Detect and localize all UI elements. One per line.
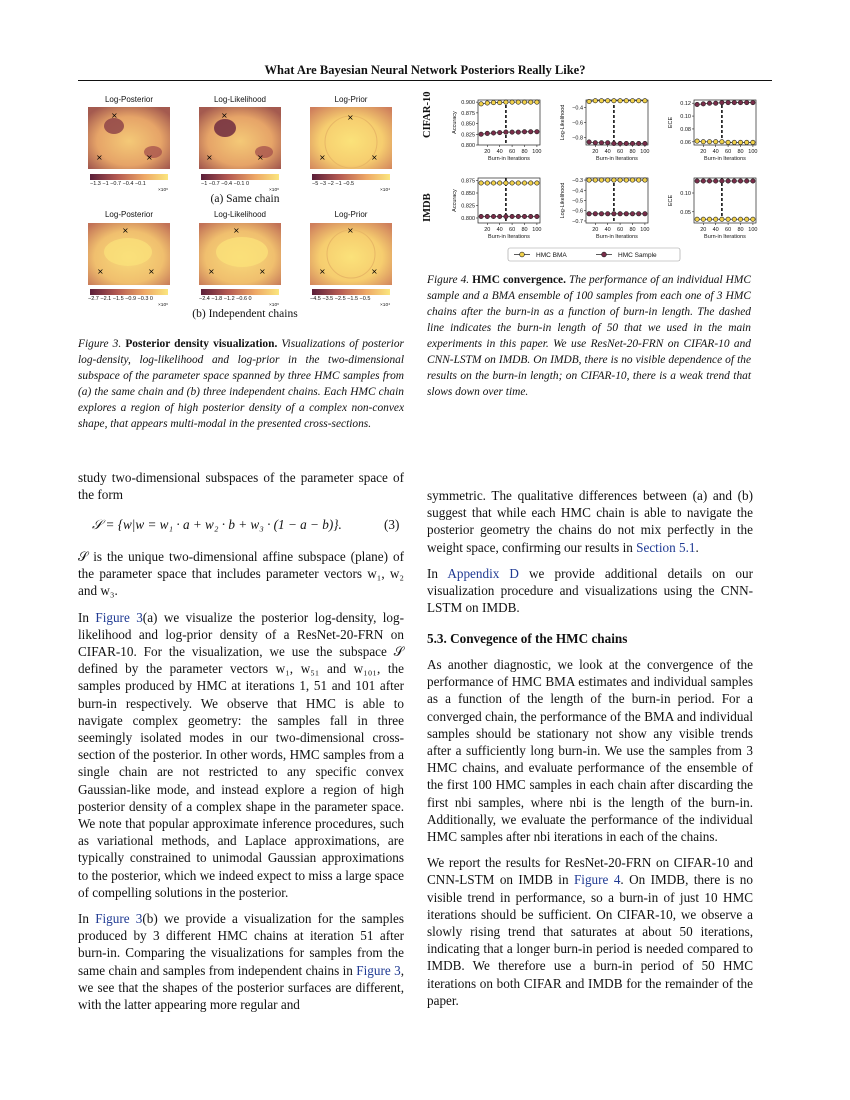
- data-point: [504, 214, 508, 218]
- data-point: [714, 101, 718, 105]
- colorbar: [312, 174, 390, 180]
- x-tick-label: 60: [725, 149, 732, 155]
- y-axis-label: Accuracy: [452, 111, 458, 134]
- data-point: [535, 100, 539, 104]
- colorbar: [90, 174, 168, 180]
- colorbar: [90, 289, 168, 295]
- heatmap-title: Log-Prior: [334, 210, 368, 219]
- data-point: [491, 131, 495, 135]
- x-tick-label: 80: [521, 149, 528, 155]
- section-5-3-title: 5.3. Convegence of the HMC chains: [427, 631, 628, 646]
- data-point: [637, 141, 641, 145]
- para-text: symmetric. The qualitative differences between (a) and (b) suggest that while each HMC chain is able to navigate the posterior geometry the chains do not mix perfectly in the weight space, confirming our results in: [427, 488, 753, 555]
- data-point: [479, 102, 483, 106]
- x-tick-label: 40: [712, 149, 719, 155]
- data-point: [498, 214, 502, 218]
- x-tick-label: 40: [496, 227, 503, 233]
- data-point: [714, 140, 718, 144]
- y-tick-label: −0.4: [572, 188, 583, 195]
- data-point: [498, 130, 502, 134]
- sample-marker: ×: [148, 267, 155, 276]
- x-tick-label: 80: [737, 149, 744, 155]
- x-tick-label: 20: [700, 149, 707, 155]
- y-tick-label: −0.4: [572, 105, 583, 112]
- heatmap-title: Log-Posterior: [104, 210, 154, 219]
- legend-marker: [520, 252, 525, 257]
- y-tick-label: 0.875: [461, 110, 475, 117]
- figure-3-link[interactable]: Figure 3: [356, 962, 401, 978]
- data-point: [738, 217, 742, 221]
- data-point: [599, 178, 603, 182]
- colorbar-exponent: ×10⁶: [269, 188, 280, 193]
- data-point: [738, 179, 742, 183]
- data-point: [707, 140, 711, 144]
- colorbar-exponent: ×10⁶: [158, 303, 169, 308]
- data-point: [637, 178, 641, 182]
- equation-3: 𝒮 = {w|w = w₁ · a + w₂ · b + w₃ · (1 − a − b)}.: [92, 517, 342, 532]
- data-point: [479, 214, 483, 218]
- x-tick-label: 100: [640, 227, 650, 233]
- colorbar-ticks: −2.7 −2.1 −1.5 −0.9 −0.3 0: [88, 296, 153, 302]
- data-point: [522, 100, 526, 104]
- y-axis-label: Log-Likelihood: [560, 182, 566, 219]
- left-para-4: In Figure 3(b) we provide a visualization for the samples produced by 3 different HMC chains at iteration 51 after burn-in. Comparing the visualizations for samples from the same chain and samples from independent chains in Figure 3, we see that the shapes of the posterior surfaces are different, with the latter appearing more regular and: [78, 911, 405, 1013]
- data-point: [726, 100, 730, 104]
- left-para-1: study two-dimensional subspaces of the parameter space of the form: [78, 470, 404, 503]
- heatmap-title: Log-Posterior: [104, 95, 154, 104]
- data-point: [593, 141, 597, 145]
- sample-marker: ×: [97, 267, 104, 276]
- data-point: [624, 212, 628, 216]
- data-point: [738, 100, 742, 104]
- data-point: [504, 181, 508, 185]
- data-point: [529, 130, 533, 134]
- sample-marker: ×: [146, 153, 153, 162]
- y-tick-label: −0.6: [572, 120, 583, 127]
- data-point: [701, 179, 705, 183]
- data-point: [630, 141, 634, 145]
- x-tick-label: 60: [725, 227, 732, 233]
- left-para-3: In Figure 3(a) we visualize the posterior log-density, log-likelihood and log-prior density of a ResNet-20-FRN on CIFAR-10. For the visualization, we use the subspace 𝒮 defined by the parameter vectors w₁, w₅₁ and w₁₀₁, the samples produced by HMC at iterations 1, 51 and 101 after burn-in respectively. We observe that HMC is able to navigate complex geometry: the samples fall in three seemingly isolated modes in our two-dimensional cross-section of the posterior. In other words, HMC samples from a single chain are not restricted to any specific convex Gaussian-like mode, and instead explore a region of high posterior density of a complex shape in the parameter space. We note that popular approximate inference procedures, such as variational methods, and Laplace approximations, are typically constrained to unimodal Gaussian approximations to the posterior, which we indeed expect to miss a large space of compelling solutions in the posterior.: [78, 609, 404, 900]
- data-point: [707, 217, 711, 221]
- right-para-4: [427, 854, 753, 1009]
- sample-marker: ×: [257, 153, 264, 162]
- data-point: [643, 99, 647, 103]
- data-point: [479, 181, 483, 185]
- data-point: [714, 179, 718, 183]
- data-point: [504, 130, 508, 134]
- caption-text: The performance of an individual HMC sample and a BMA ensemble of 100 samples from each one of 3 HMC chains after the burn-in as a function of burn-in length. The dashed line indicates the burn-in length of 50 that we used in the main experiments in this paper. We use ResNet-20-FRN on CIFAR-10 and CNN-LSTM on IMDB. On IMDB, there is no visible dependence of the results on the burn-in length; on CIFAR-10, there is a weak trend that slows down over time.: [427, 274, 751, 398]
- data-point: [751, 100, 755, 104]
- sample-marker: ×: [111, 111, 118, 120]
- plot-frame: [694, 100, 756, 145]
- x-tick-label: 100: [748, 149, 758, 155]
- equation-number: (3): [384, 517, 400, 532]
- data-point: [522, 130, 526, 134]
- data-point: [593, 99, 597, 103]
- mode-blob: [216, 237, 268, 267]
- right-para-1: [427, 487, 753, 556]
- data-point: [630, 99, 634, 103]
- y-tick-label: 0.850: [461, 121, 475, 128]
- right-column-body-2: [427, 656, 753, 1018]
- data-point: [593, 212, 597, 216]
- data-point: [732, 217, 736, 221]
- x-tick-label: 20: [592, 227, 599, 233]
- data-point: [529, 181, 533, 185]
- x-tick-label: 60: [617, 227, 624, 233]
- data-point: [535, 214, 539, 218]
- sample-marker: ×: [259, 267, 266, 276]
- data-point: [504, 100, 508, 104]
- colorbar-exponent: ×10⁴: [380, 303, 391, 308]
- data-point: [630, 212, 634, 216]
- heatmap-title: Log-Prior: [334, 95, 368, 104]
- y-axis-label: ECE: [668, 194, 674, 207]
- para-text: .: [695, 539, 699, 555]
- plot-frame: [478, 100, 540, 145]
- data-point: [516, 181, 520, 185]
- right-para-3: As another diagnostic, we look at the convergence of the performance of HMC BMA estimates and individual samples as a function of the length of the burn-in period. For a converged chain, the performance of the BMA and individual samples should be stationary not show any visible trends after a sufficiently long burn-in. We use the samples from 3 HMC chains, and evaluate performance of the ensemble of the first 100 HMC samples in each chain after discarding the first nbi samples, where nbi is the length of the burn-in. Additionally, we evaluate the performance of the individual HMC samples after nbi iterations in each of the chains.: [427, 657, 753, 845]
- colorbar-exponent: ×10⁴: [380, 188, 391, 193]
- x-tick-label: 40: [712, 227, 719, 233]
- figure-3-caption: [78, 336, 404, 432]
- data-point: [751, 217, 755, 221]
- x-tick-label: 80: [737, 227, 744, 233]
- figure-3-link[interactable]: Figure 3: [95, 609, 143, 625]
- data-point: [606, 99, 610, 103]
- x-tick-label: 40: [604, 149, 611, 155]
- data-point: [599, 141, 603, 145]
- data-point: [599, 99, 603, 103]
- data-point: [720, 140, 724, 144]
- legend-label: HMC BMA: [536, 252, 567, 259]
- data-point: [643, 178, 647, 182]
- x-tick-label: 20: [592, 149, 599, 155]
- right-para-2: [427, 565, 753, 617]
- y-tick-label: −0.6: [572, 208, 583, 215]
- data-point: [637, 99, 641, 103]
- data-point: [516, 130, 520, 134]
- x-tick-label: 20: [484, 227, 491, 233]
- data-point: [479, 132, 483, 136]
- data-point: [587, 178, 591, 182]
- data-point: [485, 131, 489, 135]
- data-point: [485, 181, 489, 185]
- colorbar-ticks: −4.5 −3.5 −2.5 −1.5 −0.5: [310, 296, 371, 302]
- sample-marker: ×: [206, 153, 213, 162]
- para-text: (b) we provide a visualization for the samples produced by 3 different HMC chains at iteration 51 after burn-in. Comparing the visualizations for samples from the same chain and samples from independent chains in: [78, 911, 404, 978]
- data-point: [618, 178, 622, 182]
- data-point: [720, 179, 724, 183]
- figure-4-link[interactable]: Figure 4: [573, 872, 621, 888]
- x-axis-label: Burn-in Iterations: [596, 234, 638, 240]
- colorbar-ticks: −5 −3 −2 −1 −0.5: [312, 181, 355, 187]
- x-axis-label: Burn-in Iterations: [488, 234, 530, 240]
- data-point: [732, 140, 736, 144]
- colorbar-ticks: −1 −0.7 −0.4 −0.1 0: [201, 181, 250, 187]
- y-axis-label: ECE: [668, 116, 674, 129]
- colorbar: [312, 289, 390, 295]
- data-point: [510, 100, 514, 104]
- data-point: [485, 101, 489, 105]
- sample-marker: ×: [371, 267, 378, 276]
- y-tick-label: 0.825: [461, 203, 475, 210]
- x-tick-label: 60: [509, 227, 516, 233]
- data-point: [695, 102, 699, 106]
- colorbar-exponent: ×10⁶: [269, 303, 280, 308]
- data-point: [745, 100, 749, 104]
- subcaption-a: (a) Same chain: [210, 193, 280, 205]
- y-tick-label: 0.06: [680, 139, 691, 146]
- sample-marker: ×: [233, 226, 240, 235]
- data-point: [714, 217, 718, 221]
- y-tick-label: 0.08: [680, 126, 691, 133]
- data-point: [510, 130, 514, 134]
- x-tick-label: 100: [748, 227, 758, 233]
- colorbar-exponent: ×10⁶: [158, 188, 169, 193]
- data-point: [707, 179, 711, 183]
- data-point: [529, 214, 533, 218]
- x-axis-label: Burn-in Iterations: [704, 234, 746, 240]
- section-5-1-link[interactable]: Section 5.1: [636, 539, 696, 555]
- para-text: In: [427, 565, 448, 581]
- sample-marker: ×: [122, 226, 129, 235]
- data-point: [745, 179, 749, 183]
- data-point: [491, 100, 495, 104]
- data-point: [612, 178, 616, 182]
- sample-marker: ×: [221, 111, 228, 120]
- heatmap-title: Log-Likelihood: [213, 210, 267, 219]
- data-point: [516, 214, 520, 218]
- data-point: [612, 212, 616, 216]
- sample-marker: ×: [347, 113, 354, 122]
- para-text: We report the results for ResNet-20-FRN on CIFAR-10 and CNN-LSTM on IMDB in: [427, 855, 753, 888]
- data-point: [618, 141, 622, 145]
- data-point: [612, 141, 616, 145]
- y-tick-label: 0.900: [461, 100, 475, 107]
- y-tick-label: 0.800: [461, 143, 475, 149]
- caption-text: Visualizations of posterior log-density, log-likelihood and log-prior in the two-dimensional subspace of the parameter space spanned by three HMC samples from (a) the same chain and (b) three independent chains. Each HMC chain explores a region of high posterior density of a complex non-convex shape, that appears multi-modal in the presented cross-sections.: [78, 338, 404, 430]
- para-text: , we see that the shapes of the posterior surfaces are different, with the latter appearing more regular and: [78, 962, 405, 1013]
- y-tick-label: −0.7: [572, 218, 583, 225]
- plot-frame: [694, 178, 756, 223]
- subcaption-b: (b) Independent chains: [192, 308, 298, 320]
- data-point: [745, 140, 749, 144]
- data-point: [624, 99, 628, 103]
- data-point: [587, 99, 591, 103]
- x-tick-label: 80: [629, 227, 636, 233]
- y-tick-label: −0.3: [572, 178, 583, 185]
- data-point: [510, 214, 514, 218]
- x-tick-label: 40: [496, 149, 503, 155]
- figure-4-plots: [420, 92, 772, 264]
- plot-frame: [586, 100, 648, 145]
- y-tick-label: 0.05: [680, 209, 691, 216]
- data-point: [624, 178, 628, 182]
- data-point: [720, 100, 724, 104]
- data-point: [732, 100, 736, 104]
- data-point: [726, 179, 730, 183]
- x-tick-label: 100: [532, 227, 542, 233]
- data-point: [510, 181, 514, 185]
- x-axis-label: Burn-in Iterations: [596, 156, 638, 162]
- data-point: [720, 217, 724, 221]
- data-point: [522, 214, 526, 218]
- y-tick-label: 0.825: [461, 132, 475, 139]
- colorbar: [201, 174, 279, 180]
- mode-blob: [214, 119, 236, 137]
- heatmap-title: Log-Likelihood: [213, 95, 267, 104]
- running-header: What Are Bayesian Neural Network Posteriors Really Like?: [264, 63, 586, 77]
- data-point: [738, 140, 742, 144]
- y-tick-label: 0.10: [680, 114, 691, 121]
- x-tick-label: 60: [509, 149, 516, 155]
- data-point: [535, 130, 539, 134]
- data-point: [606, 178, 610, 182]
- figure-3: [78, 92, 412, 332]
- figure-4: [420, 92, 772, 264]
- legend-marker: [602, 252, 607, 257]
- data-point: [707, 101, 711, 105]
- data-point: [498, 181, 502, 185]
- sample-marker: ×: [96, 153, 103, 162]
- data-point: [516, 100, 520, 104]
- x-tick-label: 80: [521, 227, 528, 233]
- data-point: [491, 214, 495, 218]
- x-tick-label: 100: [640, 149, 650, 155]
- x-tick-label: 40: [604, 227, 611, 233]
- figure-4-caption: [427, 272, 751, 400]
- colorbar-ticks: −1.3 −1 −0.7 −0.4 −0.1: [90, 181, 146, 187]
- data-point: [751, 140, 755, 144]
- row-label-cifar: CIFAR-10: [422, 91, 433, 138]
- data-point: [732, 179, 736, 183]
- sample-marker: ×: [319, 267, 326, 276]
- para-text: . On IMDB, there is no visible trend in performance, so a burn-in of just 10 HMC iterations should be sufficient. On CIFAR-10, we observe a slowly rising trend that saturates at about 50 iterations, indicating that a longer burn-in period is needed compared to IMDB. We therefore use a burn-in period of 50 HMC iterations on both CIFAR and IMDB for the remainder of the paper.: [427, 872, 753, 1008]
- colorbar: [201, 289, 279, 295]
- data-point: [643, 141, 647, 145]
- para-text: (a) we visualize the posterior log-density, log-likelihood and log-prior density of a ResNet-20-FRN on CIFAR-10. For the visualization, we use the subspace 𝒮 defined by the parameter vectors w₁, w₅₁ and w₁₀₁, the samples produced by HMC at iterations 1, 51 and 101 after burn-in respectively. We observe that HMC is able to navigate complex geometry: the samples fall in three seemingly isolated modes in our two-dimensional cross-section of the posterior. In other words, HMC samples from a single chain are not restricted to any specific convex Gaussian-like mode, and instead explore a region of high posterior density of a complex shape in the parameter space. We note that popular approximate inference procedures, such as variational methods, and Laplace approximations, are typically constrained to unimodal Gaussian approximations to the posterior, which we indeed expect to miss a large space of compelling solutions in the posterior.: [78, 609, 404, 900]
- appendix-d-link[interactable]: Appendix D: [447, 565, 519, 581]
- sample-marker: ×: [347, 226, 354, 235]
- data-point: [593, 178, 597, 182]
- mode-blob: [104, 238, 152, 266]
- data-point: [726, 140, 730, 144]
- data-point: [701, 102, 705, 106]
- data-point: [695, 139, 699, 143]
- y-tick-label: 0.12: [680, 101, 691, 108]
- data-point: [624, 141, 628, 145]
- figure-3-link[interactable]: Figure 3: [95, 911, 143, 927]
- left-para-2: 𝒮 is the unique two-dimensional affine subspace (plane) of the parameter space that includes parameter vectors w₁, w₂ and w₃.: [78, 549, 404, 599]
- x-axis-label: Burn-in Iterations: [488, 156, 530, 162]
- data-point: [599, 212, 603, 216]
- y-tick-label: −0.8: [572, 135, 583, 142]
- data-point: [643, 212, 647, 216]
- x-tick-label: 100: [532, 149, 542, 155]
- sample-marker: ×: [319, 153, 326, 162]
- x-tick-label: 80: [629, 149, 636, 155]
- caption-label: Figure 4.: [427, 274, 470, 286]
- data-point: [637, 212, 641, 216]
- data-point: [701, 217, 705, 221]
- data-point: [618, 99, 622, 103]
- data-point: [522, 181, 526, 185]
- data-point: [618, 212, 622, 216]
- data-point: [701, 140, 705, 144]
- x-tick-label: 20: [700, 227, 707, 233]
- y-tick-label: 0.875: [461, 178, 475, 185]
- caption-label: Figure 3.: [78, 338, 122, 350]
- data-point: [695, 179, 699, 183]
- data-point: [529, 100, 533, 104]
- data-point: [612, 99, 616, 103]
- caption-title: HMC convergence.: [472, 274, 566, 286]
- mode-blob: [104, 118, 124, 134]
- y-tick-label: 0.800: [461, 216, 475, 222]
- data-point: [726, 217, 730, 221]
- row-label-imdb: IMDB: [422, 193, 433, 222]
- x-tick-label: 20: [484, 149, 491, 155]
- y-axis-label: Accuracy: [452, 189, 458, 212]
- y-tick-label: 0.10: [680, 191, 691, 197]
- data-point: [587, 212, 591, 216]
- data-point: [630, 178, 634, 182]
- data-point: [587, 140, 591, 144]
- left-column-body: [78, 548, 404, 1022]
- y-tick-label: 0.850: [461, 191, 475, 197]
- sample-marker: ×: [208, 267, 215, 276]
- data-point: [485, 214, 489, 218]
- data-point: [751, 179, 755, 183]
- data-point: [695, 217, 699, 221]
- colorbar-ticks: −2.4 −1.8 −1.2 −0.6 0: [199, 296, 252, 302]
- legend-label: HMC Sample: [618, 252, 657, 259]
- para-text: we provide additional details on our visualization procedure and visualizations using the CNN-LSTM on IMDB.: [427, 565, 753, 616]
- x-axis-label: Burn-in Iterations: [704, 156, 746, 162]
- y-axis-label: Log-Likelihood: [560, 104, 566, 141]
- caption-title: Posterior density visualization.: [125, 338, 278, 350]
- data-point: [606, 212, 610, 216]
- x-tick-label: 60: [617, 149, 624, 155]
- data-point: [745, 217, 749, 221]
- data-point: [535, 181, 539, 185]
- right-column-body: [427, 487, 753, 625]
- header-rule: [78, 80, 772, 81]
- sample-marker: ×: [371, 153, 378, 162]
- y-tick-label: −0.5: [572, 198, 583, 205]
- data-point: [491, 181, 495, 185]
- data-point: [498, 100, 502, 104]
- data-point: [606, 141, 610, 145]
